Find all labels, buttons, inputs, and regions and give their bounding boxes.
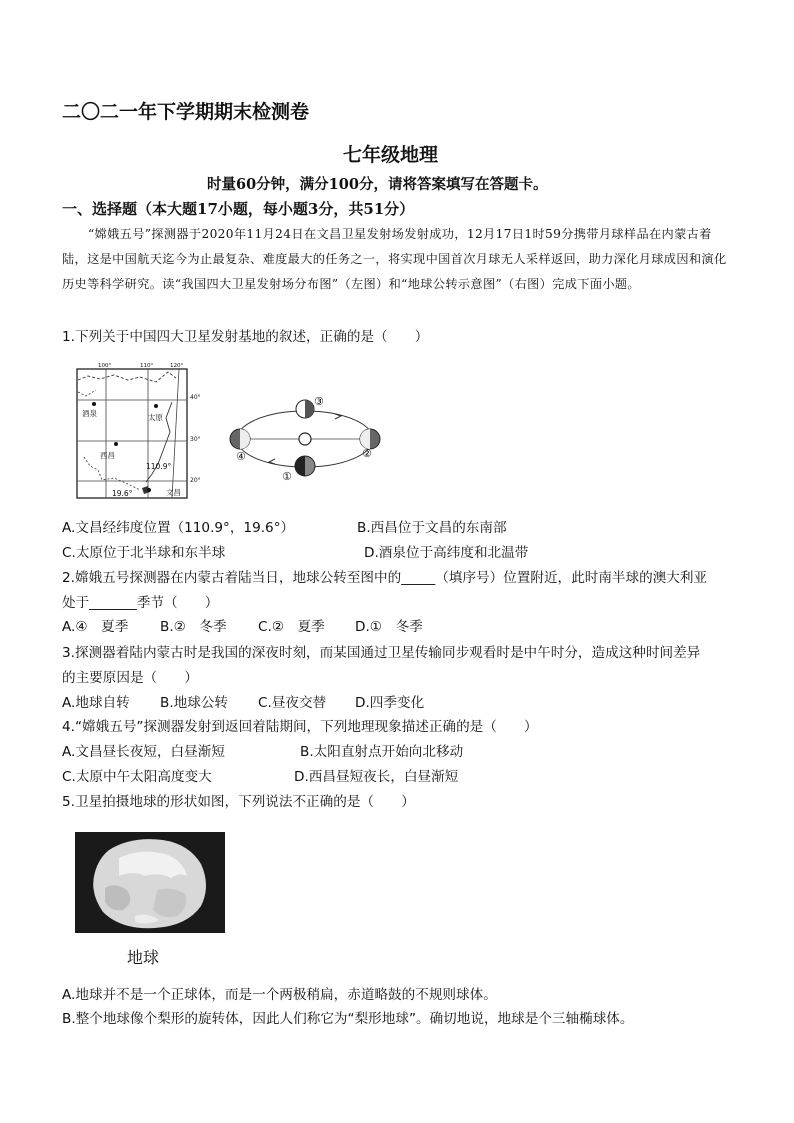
question-2-stem-line2: 处于_______季节（ ） [62,595,219,611]
map-city-xichang: 西昌 [100,451,115,460]
question-3-stem-line2: 的主要原因是（ ） [62,670,198,686]
orbit-position-3: ③ [314,395,324,408]
q5-option-a[interactable]: A.地球并不是一个正球体，而是一个两极稍扁，赤道略鼓的不规则球体。 [62,987,497,1003]
subject-title: 七年级地理 [343,144,439,166]
q1-option-a[interactable]: A.文昌经纬度位置（110.9°，19.6°） [62,520,295,536]
map-city-jiuquan: 酒泉 [82,409,97,418]
map-coord-lat: 19.6° [112,489,133,498]
orbit-position-2: ② [362,447,372,460]
map-lat-40: 40° [190,394,201,401]
q2-option-b[interactable]: B.② 冬季 [160,619,227,635]
q1-option-c[interactable]: C.太原位于北半球和东半球 [62,545,226,561]
question-5-stem: 5.卫星拍摄地球的形状如图，下列说法不正确的是（ ） [62,794,415,810]
map-lon-120: 120° [170,363,184,369]
q3-option-a[interactable]: A.地球自转 [62,695,130,711]
q4-option-c[interactable]: C.太原中午太阳高度变大 [62,769,212,785]
question-1-stem: 1.下列关于中国四大卫星发射基地的叙述，正确的是（ ） [62,329,429,345]
question-2-stem-line1: 2.嫦娥五号探测器在内蒙古着陆当日，地球公转至图中的_____（填序号）位置附近，此时南半球的澳大利亚 [62,570,708,586]
q3-option-b[interactable]: B.地球公转 [160,695,229,711]
q4-option-b[interactable]: B.太阳直射点开始向北移动 [300,744,464,760]
q1-option-b[interactable]: B.西昌位于文昌的东南部 [357,520,507,536]
q5-option-b[interactable]: B.整个地球像个梨形的旋转体，因此人们称它为“梨形地球”。确切地说，地球是个三轴椭球体。 [62,1011,634,1027]
exam-title: 二〇二一年下学期期末检测卷 [62,101,310,123]
reading-passage: “嫦娥五号”探测器于2020年11月24日在文昌卫星发射场发射成功，12月17日1时59分携带月球样品在内蒙古着陆，这是中国航天迄今为止最复杂、难度最大的任务之一，将实现中国首次月球无人采样返回，助力深化月球成因和演化历史等科学研究。读“我国四大卫星发射场分布图”（左图）和“地球公转示意图”（右图）完成下面小题。 [62,227,727,291]
launch-site-map [76,362,188,500]
q2-option-d[interactable]: D.① 冬季 [355,619,423,635]
q3-option-c[interactable]: C.昼夜交替 [258,695,327,711]
map-lon-100: 100° [98,363,112,369]
map-lat-20: 20° [190,477,201,484]
question-4-stem: 4.“嫦娥五号”探测器发射到返回着陆期间，下列地理现象描述正确的是（ ） [62,719,538,735]
section-heading: 一、选择题（本大题17小题，每小题3分，共51分） [62,200,415,218]
map-lat-30: 30° [190,436,201,443]
map-lon-110: 110° [140,363,154,369]
q3-option-d[interactable]: D.四季变化 [355,695,425,711]
question-3-stem-line1: 3.探测器着陆内蒙古时是我国的深夜时刻，而某国通过卫星传输同步观看时是中午时分，造成这种时间差异 [62,645,701,661]
map-city-wenchang: 文昌 [166,488,181,497]
q4-option-a[interactable]: A.文昌昼长夜短，白昼渐短 [62,744,225,760]
map-city-taiyuan: 太原 [148,413,163,422]
orbit-position-1: ① [282,470,292,483]
map-coord-lon: 110.9° [146,462,172,471]
earth-orbit-diagram [225,394,385,484]
q1-option-d[interactable]: D.酒泉位于高纬度和北温带 [364,545,529,561]
earth-photo [75,832,225,933]
q2-option-c[interactable]: C.② 夏季 [258,619,325,635]
earth-caption: 地球 [127,948,160,967]
orbit-position-4: ④ [236,450,246,463]
q4-option-d[interactable]: D.西昌昼短夜长，白昼渐短 [294,769,459,785]
q2-option-a[interactable]: A.④ 夏季 [62,619,129,635]
exam-info: 时量60分钟，满分100分，请将答案填写在答题卡。 [207,176,548,193]
